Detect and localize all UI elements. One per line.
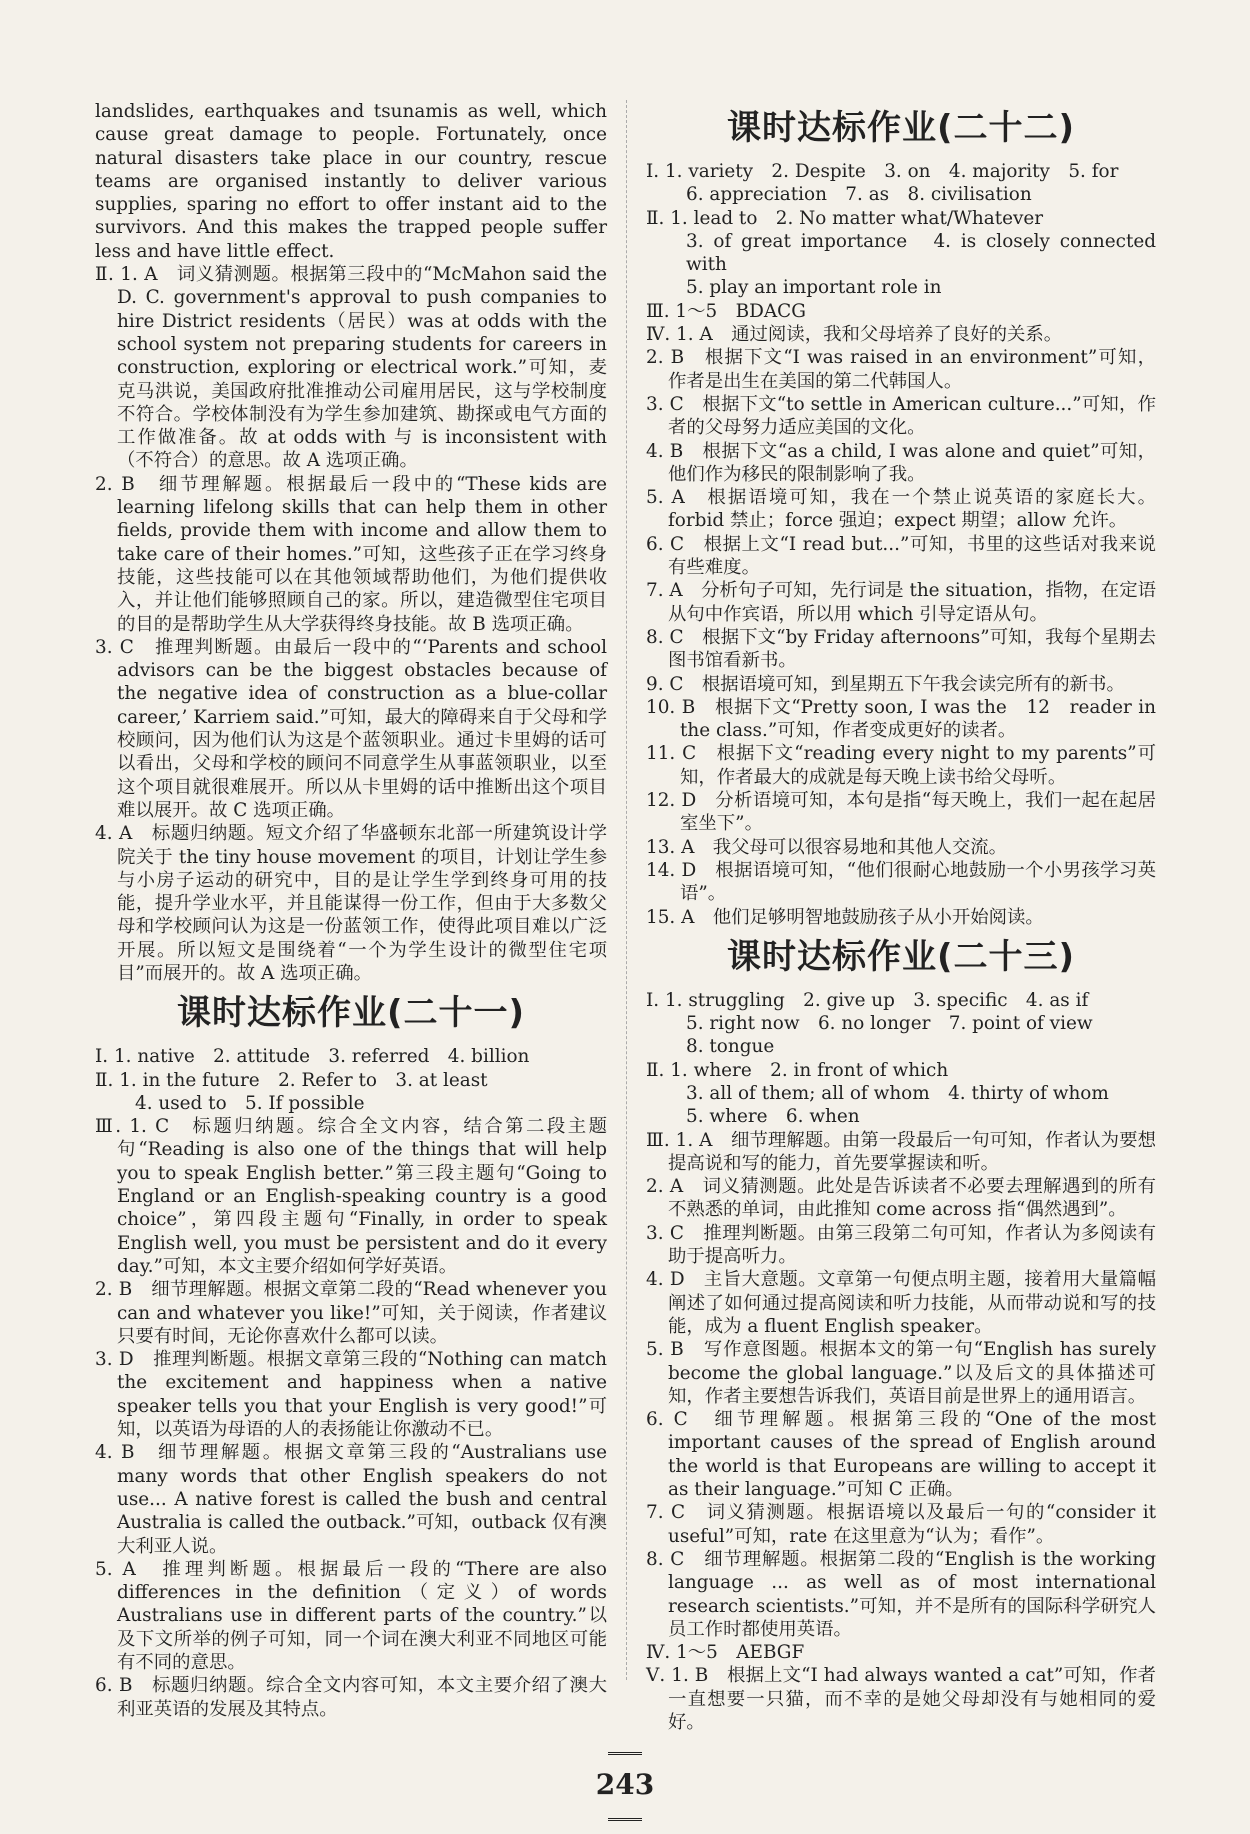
answer-item: 2. B 细节理解题。根据文章第二段的“Read whenever you can and whatever you like!”可知，关于阅读，作者建议只要有时间，无论你喜欢什么都可以读。	[95, 1279, 607, 1347]
answer-item: 3. C 推理判断题。由最后一段中的“‘Parents and school advisors can be the biggest obstacles because of the negative idea of construction as a blue-collar career,’ Karriem said.”可知，最大的障碍来自于父母和学校顾问，因为他们认为这是个蓝领职业。通过卡里姆的话可以看出，父母和学校的顾问不同意学生从事蓝领职业，以至这个项目就很难展开。所以从卡里姆的话中推断出这个项目难以展开。故 C 选项正确。	[95, 636, 607, 821]
answer-item: 3. C 根据下文“to settle in American culture...”可知，作者的父母努力适应美国的文化。	[646, 393, 1156, 439]
answer-line: 5. right now 6. no longer 7. point of view	[686, 1013, 1093, 1035]
answer-item: 4. B 根据下文“as a child, I was alone and quiet”可知，他们作为移民的限制影响了我。	[646, 440, 1156, 485]
answer-item: 2. B 根据下文“I was raised in an environment”可知，作者是出生在美国的第二代韩国人。	[646, 347, 1156, 392]
answer-line: 8. tongue	[686, 1036, 775, 1058]
answer-item: Ⅲ. 1. C 标题归纳题。综合全文内容，结合第二段主题句“Reading is also one of the things that will help you to speak English better.”第三段主题句“Going to England or an English-speaking country is a good choice”，第四段主题句“Finally, in order to speak English well, you must be persistent and do it every day.”可知，本文主要介绍如何学好英语。	[95, 1116, 607, 1277]
rule-decoration	[608, 1752, 642, 1755]
answer-line: 4. used to 5. If possible	[135, 1092, 365, 1114]
answer-line: Ⅱ. 1. lead to 2. No matter what/Whatever	[646, 207, 1044, 229]
page-number-text: 243	[595, 1768, 655, 1801]
answer-item: 8. C 细节理解题。根据第二段的“English is the working language ... as well as of most international research scientists.”可知，并不是所有的国际科学研究人员工作时都使用英语。	[646, 1548, 1156, 1640]
answer-line: Ⅰ. 1. native 2. attitude 3. referred 4. billion	[95, 1046, 530, 1068]
answer-item: 5. A 推理判断题。根据最后一段的“There are also differences in the definition（定义）of words Australians use in different parts of the country.”以及下文所举的例子可知，同一个词在澳大利亚不同地区可能有不同的意思。	[95, 1558, 607, 1673]
answer-line: Ⅰ. 1. struggling 2. give up 3. specific 4. as if	[646, 989, 1089, 1011]
answer-line: 3. all of them; all of whom 4. thirty of whom	[686, 1082, 1109, 1104]
answer-line: Ⅱ. 1. where 2. in front of which	[646, 1059, 949, 1081]
answer-line: 5. play an important role in	[686, 277, 942, 299]
section-title-21: 课时达标作业(二十一)	[176, 993, 526, 1034]
answer-item: 7. A 分析句子可知，先行词是 the situation，指物，在定语从句中作宾语，所以用 which 引导定语从句。	[646, 580, 1156, 625]
answer-item: 2. B 细节理解题。根据最后一段中的“These kids are learning lifelong skills that can help them in other fields, provide them with income and allow them to take care of their homes.”可知，这些孩子正在学习终身技能，这些技能可以在其他领域帮助他们，为他们提供收入，并让他们能够照顾自己的家。所以，建造微型住宅项目的目的是帮助学生从大学获得终身技能。故 B 选项正确。	[95, 473, 607, 635]
answer-item: 3. D 推理判断题。根据文章第三段的“Nothing can match the excitement and happiness when a native speaker tells you that your English is very good!”可知，以英语为母语的人的表扬能让你激动不已。	[95, 1349, 607, 1441]
answer-item: Ⅴ. 1. B 根据上文“I had always wanted a cat”可知，作者一直想要一只猫，而不幸的是她父母却没有与她相同的爱好。	[646, 1665, 1156, 1733]
answer-line: 3. of great importance 4. is closely connected with	[686, 230, 1156, 276]
answer-item: 5. B 写作意图题。根据本文的第一句“English has surely become the global language.”以及后文的具体描述可知，作者主要想告诉我们，英语目前是世界上的通用语言。	[646, 1339, 1156, 1407]
right-column	[646, 100, 1156, 1734]
left-column	[95, 100, 607, 1721]
answer-item: 4. A 标题归纳题。短文介绍了华盛顿东北部一所建筑设计学院关于 the tiny house movement 的项目，计划让学生参与小房子运动的研究中，目的是让学生学到终身可用的技能，提升学业水平，并且能谋得一份工作，但由于大多数父母和学校顾问认为这是一份蓝领工作，使得此项目难以广泛开展。所以短文是围绕着“一个为学生设计的微型住宅项目”而展开的。故 A 选项正确。	[95, 823, 607, 984]
rule-decoration	[608, 1818, 642, 1821]
answer-item: Ⅲ. 1. A 细节理解题。由第一段最后一句可知，作者认为要想提高说和写的能力，首先要掌握读和听。	[646, 1129, 1156, 1174]
answer-item: 15. A 他们足够明智地鼓励孩子从小开始阅读。	[646, 906, 1044, 928]
answer-line: 5. where 6. when	[686, 1106, 860, 1128]
answer-item: 11. C 根据下文“reading every night to my parents”可知，作者最大的成就是每天晚上读书给父母听。	[646, 743, 1156, 788]
answer-item: 14. D 根据语境可知，“他们很耐心地鼓励一个小男孩学习英语”。	[646, 859, 1156, 905]
continued-paragraph: landslides, earthquakes and tsunamis as well, which cause great damage to people. Fortunately, once natural disasters take place in our country, rescue teams are organised instantly to deliver various supplies, sparing no effort to offer instant aid to the survivors. And this makes the trapped people suffer less and have little effect.	[95, 101, 607, 262]
answer-item: 9. C 根据语境可知，到星期五下午我会读完所有的新书。	[646, 673, 1125, 695]
section-title-22: 课时达标作业(二十二)	[726, 108, 1076, 148]
answer-item: 5. A 根据语境可知，我在一个禁止说英语的家庭长大。forbid 禁止；force 强迫；expect 期望；allow 允许。	[646, 487, 1156, 532]
answer-item: 6. B 标题归纳题。综合全文内容可知，本文主要介绍了澳大利亚英语的发展及其特点。	[95, 1675, 607, 1720]
answer-item: 13. A 我父母可以很容易地和其他人交流。	[646, 836, 1008, 858]
answer-item: 3. C 推理判断题。由第三段第二句可知，作者认为多阅读有助于提高听力。	[646, 1222, 1156, 1268]
answer-line: Ⅱ. 1. in the future 2. Refer to 3. at least	[95, 1069, 488, 1091]
answer-item: 10. B 根据下文“Pretty soon, I was the 12 reader in the class.”可知，作者变成更好的读者。	[646, 696, 1156, 742]
answer-item: Ⅳ. 1. A 通过阅读，我和父母培养了良好的关系。	[646, 324, 1063, 346]
section-title-23: 课时达标作业(二十三)	[726, 936, 1076, 977]
answer-item: 8. C 根据下文“by Friday afternoons”可知，我每个星期去图书馆看新书。	[646, 626, 1156, 672]
answer-line: 6. appreciation 7. as 8. civilisation	[686, 184, 1032, 206]
answer-line: Ⅳ. 1～5 AEBGF	[646, 1642, 805, 1664]
answer-line: Ⅲ. 1～5 BDACG	[646, 300, 806, 322]
page-number	[575, 1735, 675, 1834]
answer-item: Ⅱ. 1. A 词义猜测题。根据第三段中的“McMahon said the D. C. government's approval to push companies to hire District residents（居民）was at odds with the school system not preparing students for careers in construction, exploring or electrical work.”可知，麦克马洪说，美国政府批准推动公司雇用居民，这与学校制度不符合。学校体制没有为学生参加建筑、勘探或电气方面的工作做准备。故 at odds with 与 is inconsistent with（不符合）的意思。故 A 选项正确。	[95, 264, 607, 472]
answer-item: 2. A 词义猜测题。此处是告诉读者不必要去理解遇到的所有不熟悉的单词，由此推知 come across 指“偶然遇到”。	[646, 1176, 1156, 1221]
answer-item: 4. B 细节理解题。根据文章第三段的“Australians use many words that other English speakers do not use... A native forest is called the bush and central Australia is called the outback.”可知，outback 仅有澳大利亚人说。	[95, 1442, 607, 1557]
answer-item: 7. C 词义猜测题。根据语境以及最后一句的“consider it useful”可知，rate 在这里意为“认为；看作”。	[646, 1502, 1156, 1547]
column-divider	[626, 100, 627, 1680]
answer-item: 12. D 分析语境可知，本句是指“每天晚上，我们一起在起居室坐下”。	[646, 790, 1156, 835]
answer-item: 6. C 细节理解题。根据第三段的“One of the most important causes of the spread of English around the world is that Europeans are willing to accept it as their language.”可知 C 正确。	[646, 1409, 1156, 1501]
answer-item: 6. C 根据上文“I read but...”可知，书里的这些话对我来说有些难度。	[646, 533, 1156, 579]
answer-line: Ⅰ. 1. variety 2. Despite 3. on 4. majority 5. for	[646, 161, 1119, 182]
answer-item: 4. D 主旨大意题。文章第一句便点明主题，接着用大量篇幅阐述了如何通过提高阅读和听力技能，从而带动说和写的技能，成为 a fluent English speaker。	[646, 1269, 1156, 1337]
